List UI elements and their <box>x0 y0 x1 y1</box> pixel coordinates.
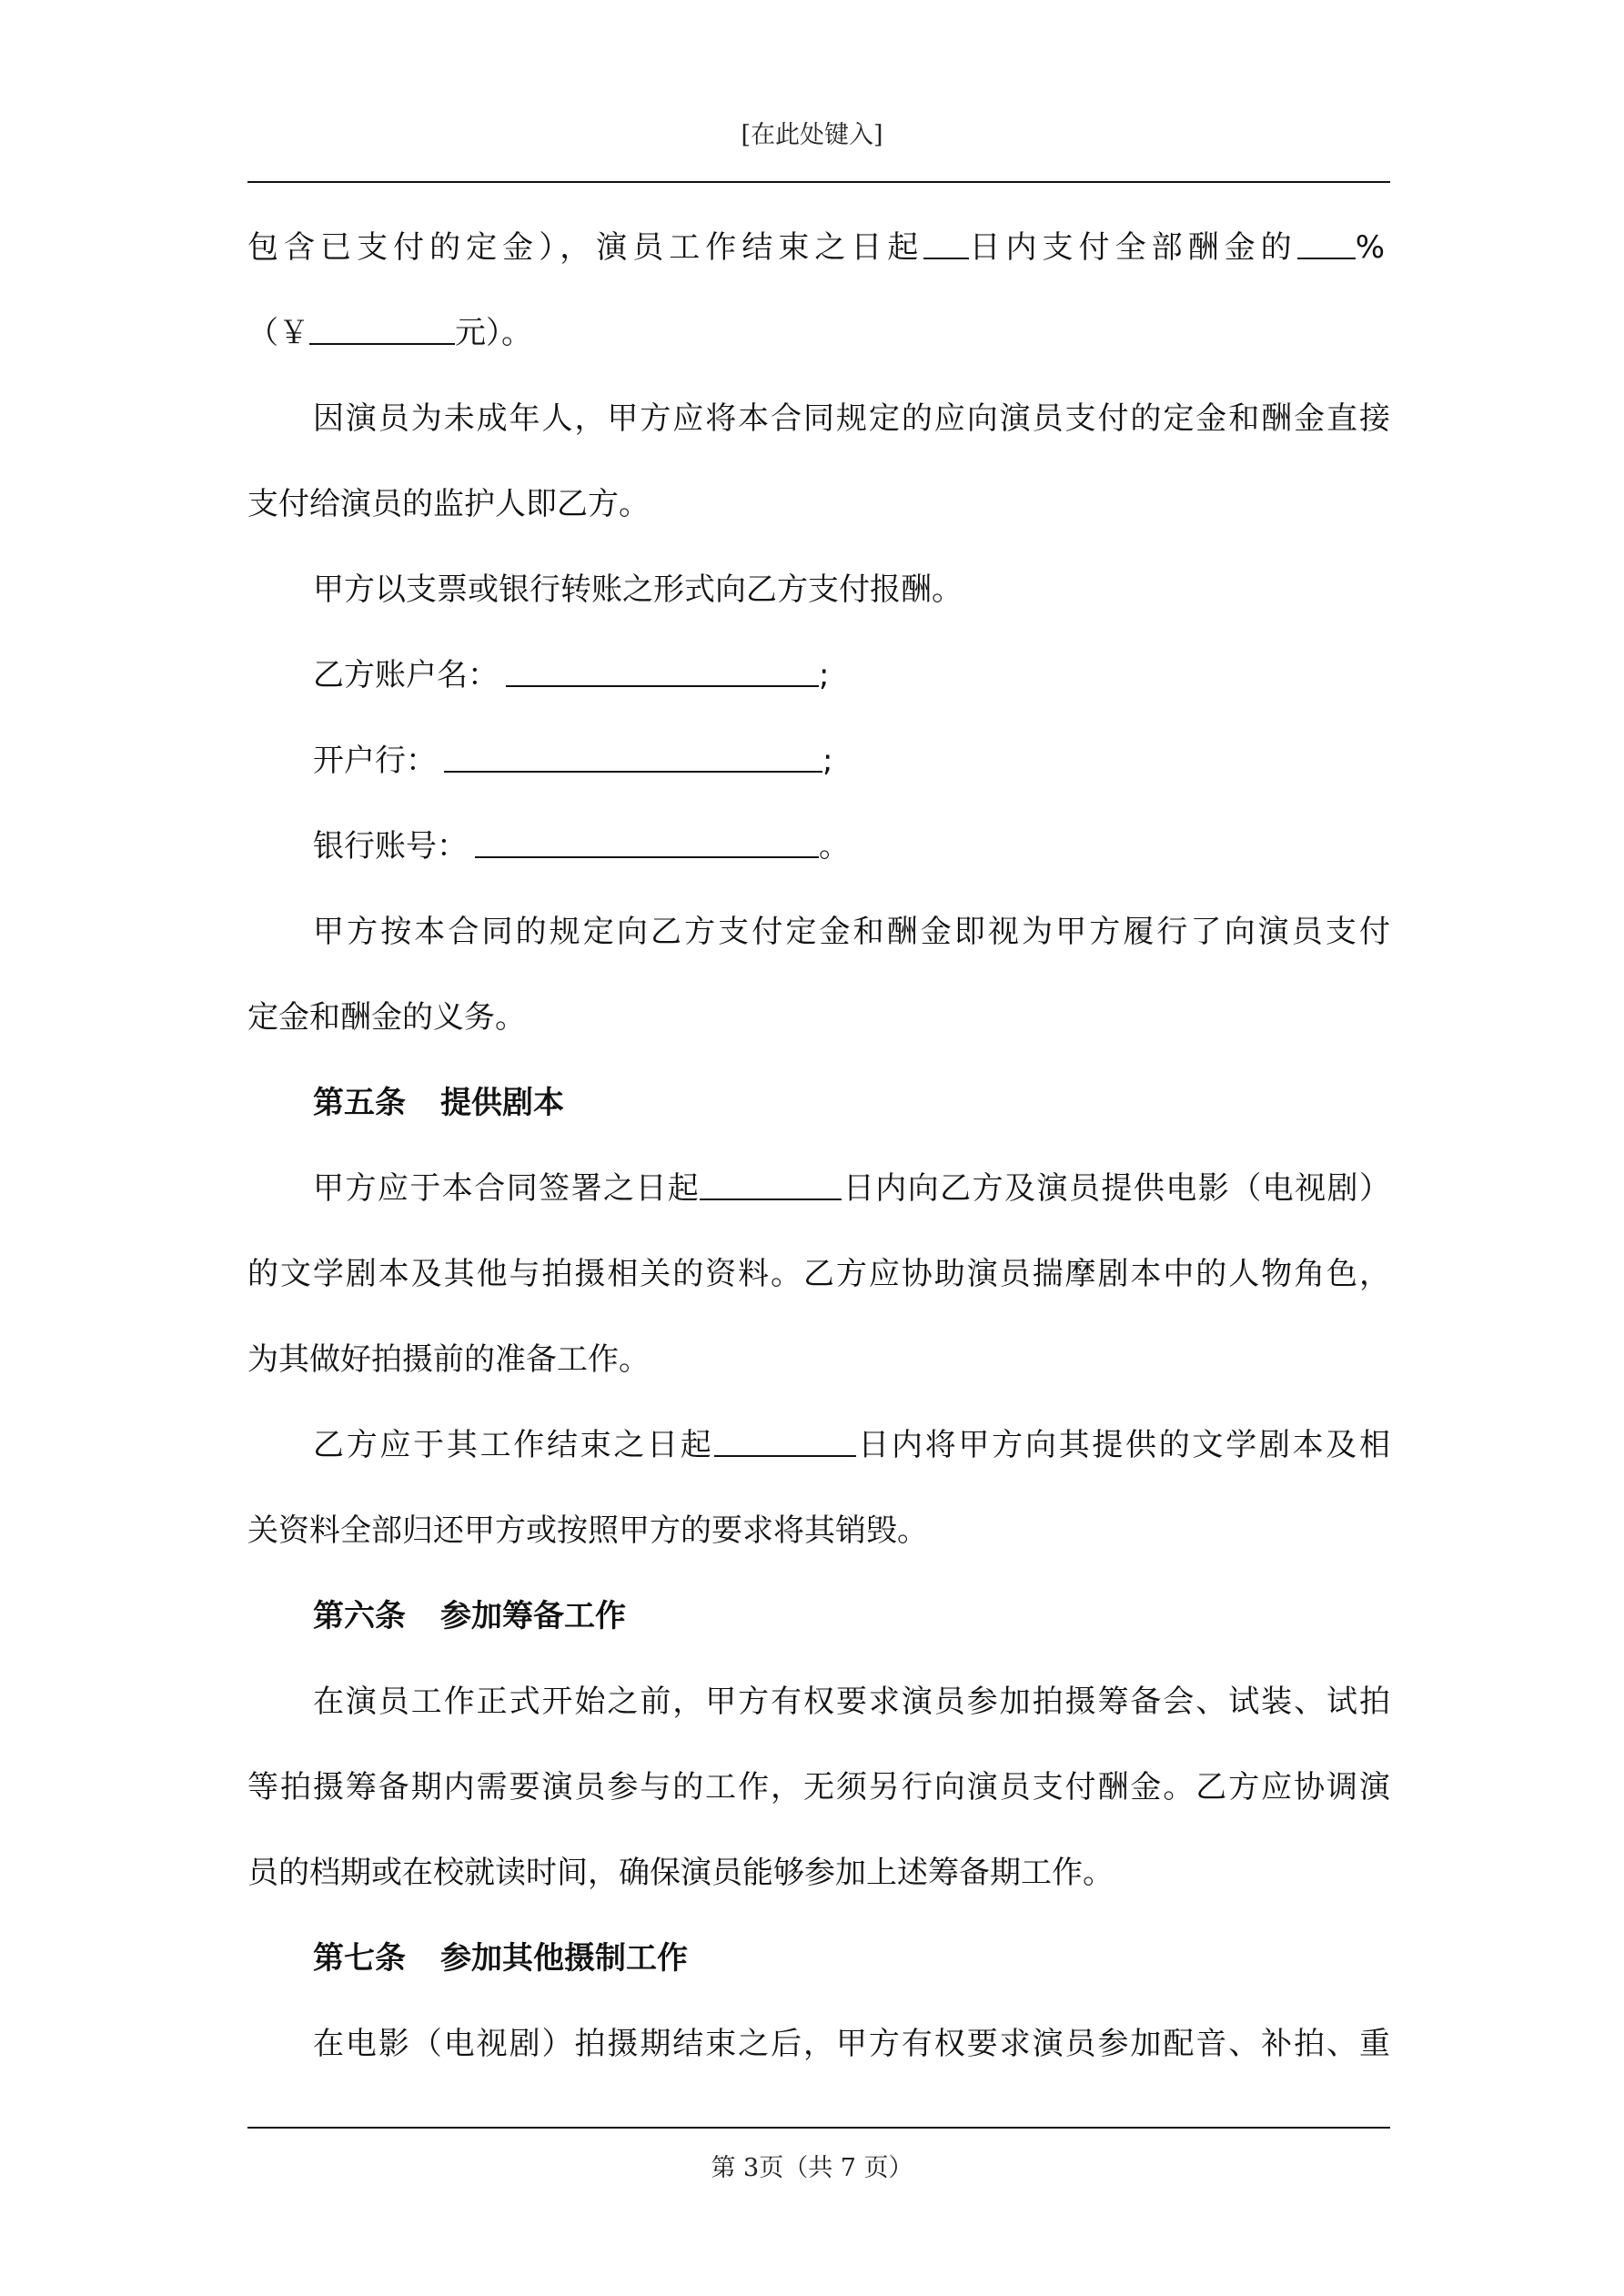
page-footer: 第 3页（共 7 页） <box>711 2154 913 2182</box>
paragraph-line: 在演员工作正式开始之前，甲方有权要求演员参加拍摄筹备会、试装、试拍 <box>313 1684 1390 1720</box>
blank-field <box>714 1428 856 1457</box>
paragraph-line: 定金和酬金的义务。 <box>247 999 526 1036</box>
paragraph-line: 甲方以支票或银行转账之形式向乙方支付报酬。 <box>313 571 963 608</box>
blank-field <box>700 1171 842 1200</box>
section-heading-7: 第七条 参加其他摄制工作 <box>313 1940 688 1977</box>
header-divider <box>247 181 1390 183</box>
footer-divider <box>247 2127 1390 2129</box>
section-heading-6: 第六条 参加筹备工作 <box>313 1598 626 1634</box>
paragraph-line: 为其做好拍摄前的准备工作。 <box>247 1341 650 1378</box>
account-number-line: 银行账号： 。 <box>313 828 850 865</box>
paragraph-line: 员的档期或在校就读时间，确保演员能够参加上述筹备期工作。 <box>247 1855 1114 1891</box>
paragraph-line: （￥ 元）。 <box>247 315 532 351</box>
paragraph-line: 关资料全部归还甲方或按照甲方的要求将其销毁。 <box>247 1512 928 1549</box>
account-number-blank <box>475 829 819 858</box>
section-heading-5: 第五条 提供剧本 <box>313 1085 564 1121</box>
bank-blank <box>444 743 822 773</box>
bank-line: 开户行： ; <box>313 743 833 779</box>
paragraph-line: 乙方应于其工作结束之日起 日内将甲方向其提供的文学剧本及相 <box>313 1427 1390 1463</box>
paragraph-line: 的文学剧本及其他与拍摄相关的资料。乙方应协助演员揣摩剧本中的人物角色， <box>247 1256 1390 1292</box>
paragraph-line: 甲方应于本合同签署之日起 日内向乙方及演员提供电影（电视剧） <box>313 1170 1390 1207</box>
account-name-blank <box>506 658 819 687</box>
blank-field <box>309 316 455 345</box>
paragraph-line: 甲方按本合同的规定向乙方支付定金和酬金即视为甲方履行了向演员支付 <box>313 914 1390 950</box>
paragraph-line: 包含已支付的定金），演员工作结束之日起 日内支付全部酬金的 % <box>247 229 1390 266</box>
paragraph-line: 等拍摄筹备期内需要演员参与的工作，无须另行向演员支付酬金。乙方应协调演 <box>247 1769 1390 1805</box>
page-header: [在此处键入] <box>741 121 883 149</box>
document-body <box>247 205 1390 2087</box>
paragraph-line: 在电影（电视剧）拍摄期结束之后，甲方有权要求演员参加配音、补拍、重 <box>313 2026 1390 2062</box>
paragraph-line: 支付给演员的监护人即乙方。 <box>247 486 650 522</box>
paragraph-line: 因演员为未成年人，甲方应将本合同规定的应向演员支付的定金和酬金直接 <box>313 400 1390 437</box>
account-name-line: 乙方账户名： ; <box>313 657 830 693</box>
blank-field <box>1297 230 1356 259</box>
blank-field <box>923 230 969 259</box>
